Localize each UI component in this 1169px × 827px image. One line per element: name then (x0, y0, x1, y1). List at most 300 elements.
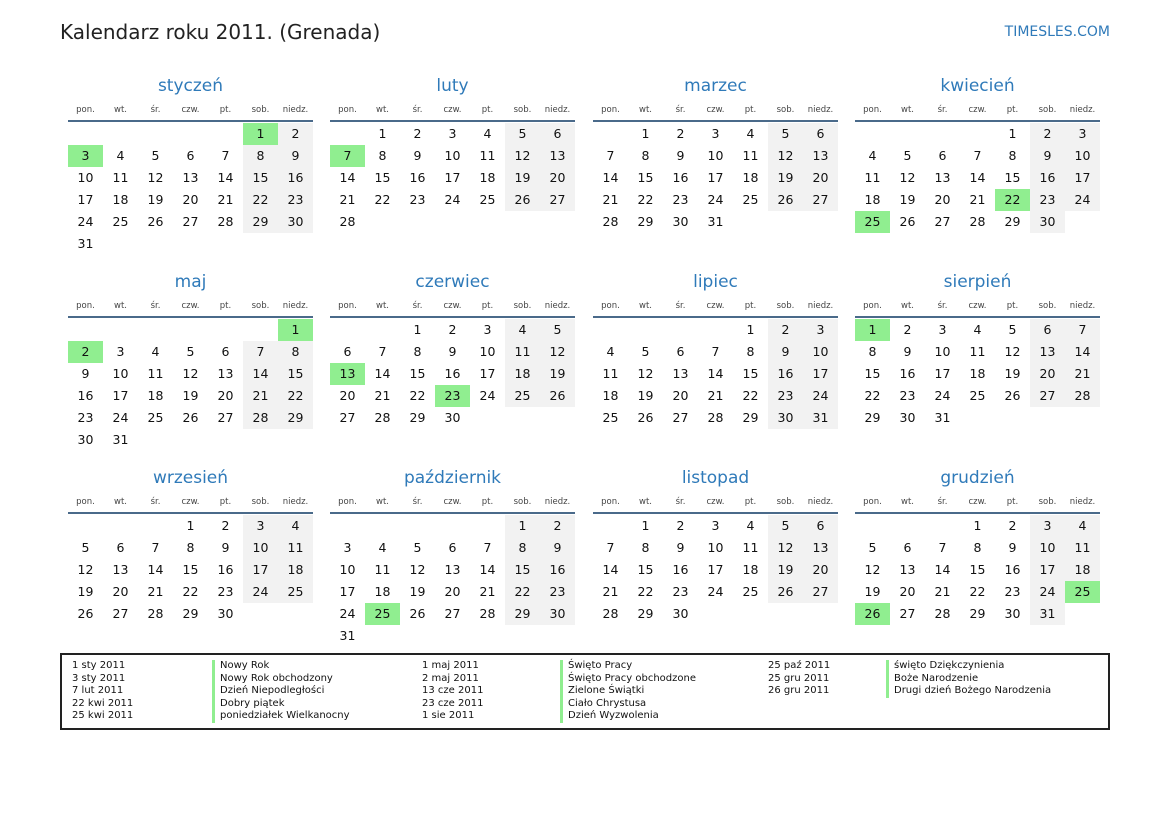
empty-cell (960, 123, 995, 145)
weekend-day-cell: 22 (505, 581, 540, 603)
day-cell: 15 (374, 170, 391, 185)
day-cell: 27 (339, 410, 356, 425)
empty-cell (855, 515, 890, 537)
day-grid (593, 123, 838, 233)
weekday-label: wt. (901, 105, 914, 115)
weekday-label: sob. (513, 105, 532, 115)
day-cell: 19 (409, 584, 426, 599)
weekend-day-cell: 4 (278, 515, 313, 537)
weekday-label: czw. (706, 497, 725, 507)
day-cell: 2 (676, 518, 685, 533)
day-cell: 29 (1004, 214, 1021, 229)
day-cell: 26 (409, 606, 426, 621)
day-cell: 21 (217, 192, 234, 207)
weekday-label: śr. (150, 105, 161, 115)
weekend-day-cell: 11 (278, 537, 313, 559)
weekend-day-cell: 26 (540, 385, 575, 407)
weekday-label: śr. (150, 301, 161, 311)
day-cell: 30 (1004, 606, 1021, 621)
holiday-name: Dzień Wyzwolenia (560, 710, 696, 723)
day-cell: 28 (707, 410, 724, 425)
day-cell: 21 (934, 584, 951, 599)
weekday-label: czw. (181, 301, 200, 311)
day-cell: 2 (1008, 518, 1017, 533)
day-cell: 27 (899, 606, 916, 621)
day-cell: 18 (864, 192, 881, 207)
day-cell: 31 (112, 432, 129, 447)
month-calendar (330, 466, 575, 647)
day-grid (68, 515, 313, 625)
weekend-day-cell: 23 (540, 581, 575, 603)
holiday-day-cell: 7 (330, 145, 365, 167)
day-cell: 19 (147, 192, 164, 207)
day-cell: 5 (413, 540, 422, 555)
day-cell: 30 (672, 606, 689, 621)
day-cell: 6 (186, 148, 195, 163)
day-cell: 19 (864, 584, 881, 599)
weekend-day-cell: 8 (243, 145, 278, 167)
empty-cell (138, 319, 173, 341)
weekday-label: śr. (675, 497, 686, 507)
day-cell: 11 (864, 170, 881, 185)
weekday-label: sob. (251, 301, 270, 311)
holiday-day-cell: 22 (995, 189, 1030, 211)
weekday-header (855, 492, 1100, 514)
day-cell: 17 (934, 366, 951, 381)
day-cell: 11 (147, 366, 164, 381)
day-cell: 29 (409, 410, 426, 425)
month-calendar (593, 270, 838, 429)
weekday-label: pt. (219, 105, 232, 115)
weekday-label: pon. (863, 497, 882, 507)
holiday-name: Ciało Chrystusa (560, 698, 696, 711)
weekend-day-cell: 20 (540, 167, 575, 189)
day-cell: 31 (77, 236, 94, 251)
weekend-day-cell: 10 (803, 341, 838, 363)
day-cell: 3 (483, 322, 492, 337)
holiday-name: Nowy Rok (212, 660, 350, 673)
holiday-date: 13 cze 2011 (422, 685, 484, 696)
day-cell: 27 (672, 410, 689, 425)
weekend-day-cell: 20 (1030, 363, 1065, 385)
weekend-day-cell: 19 (540, 363, 575, 385)
weekend-day-cell: 10 (1065, 145, 1100, 167)
day-cell: 14 (707, 366, 724, 381)
weekend-day-cell: 2 (278, 123, 313, 145)
day-cell: 24 (479, 388, 496, 403)
month-calendar (68, 270, 313, 451)
weekday-label: wt. (376, 301, 389, 311)
site-link[interactable]: TIMESLES.COM (1004, 24, 1110, 40)
holiday-date: 3 sty 2011 (72, 672, 126, 684)
day-cell: 7 (606, 148, 615, 163)
weekend-day-cell: 30 (278, 211, 313, 233)
day-cell: 18 (969, 366, 986, 381)
day-cell: 14 (969, 170, 986, 185)
weekday-label: pt. (481, 105, 494, 115)
holiday-name: Boże Narodzenie (886, 673, 1051, 686)
day-cell: 6 (221, 344, 230, 359)
day-cell: 4 (746, 126, 755, 141)
day-cell: 20 (217, 388, 234, 403)
day-cell: 29 (182, 606, 199, 621)
day-grid (68, 123, 313, 255)
weekday-label: sob. (776, 497, 795, 507)
day-cell: 25 (112, 214, 129, 229)
weekend-day-cell: 23 (278, 189, 313, 211)
day-cell: 30 (672, 214, 689, 229)
weekday-label: śr. (412, 497, 423, 507)
weekday-label: pon. (76, 497, 95, 507)
weekend-day-cell: 24 (803, 385, 838, 407)
month-name: wrzesień (152, 468, 229, 488)
day-cell: 9 (1008, 540, 1017, 555)
weekday-label: niedz. (1069, 301, 1096, 311)
weekday-label: niedz. (282, 497, 309, 507)
weekday-label: pt. (1006, 301, 1019, 311)
weekday-label: wt. (901, 301, 914, 311)
weekday-header (68, 296, 313, 318)
day-cell: 14 (602, 170, 619, 185)
weekday-label: pon. (338, 497, 357, 507)
day-cell: 4 (483, 126, 492, 141)
day-cell: 19 (1004, 366, 1021, 381)
day-cell: 8 (868, 344, 877, 359)
day-cell: 16 (672, 170, 689, 185)
day-cell: 18 (147, 388, 164, 403)
day-grid (330, 515, 575, 647)
empty-cell (243, 319, 278, 341)
day-cell: 27 (112, 606, 129, 621)
day-grid (855, 123, 1100, 233)
weekday-label: czw. (968, 105, 987, 115)
weekend-day-cell: 17 (803, 363, 838, 385)
day-cell: 7 (221, 148, 230, 163)
empty-cell (593, 123, 628, 145)
day-cell: 10 (479, 344, 496, 359)
weekend-day-cell: 29 (278, 407, 313, 429)
weekend-day-cell: 25 (278, 581, 313, 603)
day-grid (330, 319, 575, 429)
weekend-day-cell: 15 (243, 167, 278, 189)
day-cell: 10 (934, 344, 951, 359)
day-cell: 13 (444, 562, 461, 577)
weekday-label: sob. (1038, 497, 1057, 507)
day-cell: 7 (973, 148, 982, 163)
day-cell: 11 (969, 344, 986, 359)
weekday-label: śr. (412, 301, 423, 311)
day-cell: 16 (409, 170, 426, 185)
empty-cell (330, 123, 365, 145)
day-cell: 27 (444, 606, 461, 621)
empty-cell (68, 123, 103, 145)
day-cell: 30 (217, 606, 234, 621)
weekend-day-cell: 9 (1030, 145, 1065, 167)
day-cell: 1 (641, 126, 650, 141)
day-cell: 17 (339, 584, 356, 599)
empty-cell (138, 515, 173, 537)
month-name: lipiec (693, 272, 738, 292)
weekday-label: śr. (937, 105, 948, 115)
day-cell: 9 (81, 366, 90, 381)
day-cell: 5 (868, 540, 877, 555)
day-cell: 17 (707, 562, 724, 577)
day-cell: 4 (378, 540, 387, 555)
day-cell: 2 (221, 518, 230, 533)
day-cell: 4 (606, 344, 615, 359)
day-grid (68, 319, 313, 451)
empty-cell (330, 319, 365, 341)
day-cell: 30 (444, 410, 461, 425)
month-name: kwiecień (940, 76, 1015, 96)
weekday-label: czw. (443, 301, 462, 311)
day-cell: 14 (339, 170, 356, 185)
weekday-label: sob. (513, 301, 532, 311)
day-cell: 2 (676, 126, 685, 141)
day-cell: 20 (112, 584, 129, 599)
day-cell: 15 (182, 562, 199, 577)
empty-cell (593, 515, 628, 537)
day-cell: 9 (676, 148, 685, 163)
day-cell: 26 (899, 214, 916, 229)
weekend-day-cell: 26 (768, 189, 803, 211)
month-calendar (593, 466, 838, 625)
legend-date-column (72, 660, 133, 723)
day-cell: 13 (217, 366, 234, 381)
weekday-header (330, 100, 575, 122)
day-cell: 1 (1008, 126, 1017, 141)
day-cell: 7 (483, 540, 492, 555)
weekday-label: czw. (706, 105, 725, 115)
weekday-label: pon. (863, 105, 882, 115)
weekend-day-cell: 15 (278, 363, 313, 385)
legend-date-column (422, 660, 483, 723)
weekend-day-cell: 5 (540, 319, 575, 341)
day-cell: 15 (409, 366, 426, 381)
holiday-day-cell: 2 (68, 341, 103, 363)
day-cell: 20 (934, 192, 951, 207)
day-cell: 21 (602, 584, 619, 599)
weekend-day-cell: 17 (243, 559, 278, 581)
day-cell: 25 (969, 388, 986, 403)
day-cell: 26 (77, 606, 94, 621)
weekday-label: pt. (1006, 497, 1019, 507)
day-cell: 24 (707, 584, 724, 599)
legend-name-column (886, 660, 1051, 698)
day-cell: 11 (742, 148, 759, 163)
day-cell: 7 (378, 344, 387, 359)
day-cell: 23 (1004, 584, 1021, 599)
day-cell: 20 (899, 584, 916, 599)
weekday-label: niedz. (807, 105, 834, 115)
day-cell: 5 (81, 540, 90, 555)
weekend-day-cell: 6 (803, 515, 838, 537)
day-cell: 12 (637, 366, 654, 381)
holiday-date: 1 maj 2011 (422, 660, 479, 671)
weekend-day-cell: 23 (768, 385, 803, 407)
weekday-header (593, 296, 838, 318)
weekend-day-cell: 5 (768, 515, 803, 537)
day-cell: 15 (969, 562, 986, 577)
day-cell: 8 (641, 148, 650, 163)
day-cell: 12 (409, 562, 426, 577)
month-name: sierpień (943, 272, 1012, 292)
weekend-day-cell: 9 (540, 537, 575, 559)
day-cell: 21 (147, 584, 164, 599)
empty-cell (628, 319, 663, 341)
day-cell: 19 (182, 388, 199, 403)
day-cell: 26 (147, 214, 164, 229)
day-cell: 23 (899, 388, 916, 403)
day-cell: 19 (77, 584, 94, 599)
weekend-day-cell: 3 (803, 319, 838, 341)
day-cell: 3 (448, 126, 457, 141)
weekend-day-cell: 3 (1030, 515, 1065, 537)
weekend-day-cell: 12 (505, 145, 540, 167)
day-cell: 9 (413, 148, 422, 163)
weekend-day-cell: 13 (540, 145, 575, 167)
month-name: listopad (681, 468, 750, 488)
weekday-label: sob. (513, 497, 532, 507)
day-cell: 29 (864, 410, 881, 425)
day-cell: 2 (413, 126, 422, 141)
weekday-label: pon. (863, 301, 882, 311)
day-cell: 27 (934, 214, 951, 229)
day-cell: 16 (672, 562, 689, 577)
weekend-day-cell: 12 (768, 145, 803, 167)
day-cell: 4 (868, 148, 877, 163)
weekend-day-cell: 19 (768, 559, 803, 581)
weekend-day-cell: 20 (803, 167, 838, 189)
weekday-label: pon. (76, 301, 95, 311)
day-cell: 12 (77, 562, 94, 577)
month-calendar (855, 74, 1100, 233)
day-cell: 28 (147, 606, 164, 621)
day-cell: 15 (1004, 170, 1021, 185)
day-cell: 28 (374, 410, 391, 425)
day-cell: 21 (479, 584, 496, 599)
day-cell: 2 (448, 322, 457, 337)
holiday-day-cell: 26 (855, 603, 890, 625)
day-cell: 15 (742, 366, 759, 381)
weekend-day-cell: 27 (803, 581, 838, 603)
day-cell: 15 (637, 170, 654, 185)
weekend-day-cell: 13 (803, 537, 838, 559)
weekend-day-cell: 6 (540, 123, 575, 145)
day-cell: 4 (151, 344, 160, 359)
day-cell: 11 (602, 366, 619, 381)
day-cell: 16 (1004, 562, 1021, 577)
weekend-day-cell: 23 (1030, 189, 1065, 211)
weekday-label: pon. (76, 105, 95, 115)
day-cell: 15 (637, 562, 654, 577)
holiday-date: 23 cze 2011 (422, 697, 484, 709)
weekday-label: pt. (219, 301, 232, 311)
weekday-label: czw. (181, 105, 200, 115)
weekend-day-cell: 8 (278, 341, 313, 363)
weekend-day-cell: 16 (1030, 167, 1065, 189)
weekend-day-cell: 30 (1030, 211, 1065, 233)
weekday-label: pt. (744, 497, 757, 507)
weekday-header (68, 492, 313, 514)
empty-cell (698, 319, 733, 341)
day-cell: 7 (938, 540, 947, 555)
day-cell: 11 (112, 170, 129, 185)
empty-cell (855, 123, 890, 145)
empty-cell (365, 319, 400, 341)
day-cell: 18 (742, 170, 759, 185)
weekday-label: czw. (968, 301, 987, 311)
day-cell: 18 (742, 562, 759, 577)
weekend-day-cell: 27 (803, 189, 838, 211)
day-cell: 7 (606, 540, 615, 555)
day-cell: 19 (637, 388, 654, 403)
day-cell: 1 (413, 322, 422, 337)
holiday-date: 25 gru 2011 (768, 672, 830, 684)
empty-cell (103, 319, 138, 341)
weekend-day-cell: 6 (803, 123, 838, 145)
holiday-day-cell: 25 (855, 211, 890, 233)
weekday-label: sob. (776, 301, 795, 311)
weekday-label: pon. (338, 105, 357, 115)
day-cell: 5 (186, 344, 195, 359)
day-cell: 31 (707, 214, 724, 229)
weekday-label: sob. (251, 105, 270, 115)
day-cell: 22 (637, 192, 654, 207)
weekday-label: wt. (639, 497, 652, 507)
weekday-label: pt. (744, 105, 757, 115)
day-cell: 21 (374, 388, 391, 403)
day-cell: 21 (707, 388, 724, 403)
day-cell: 19 (899, 192, 916, 207)
day-cell: 18 (479, 170, 496, 185)
day-cell: 11 (479, 148, 496, 163)
month-name: luty (436, 76, 469, 96)
weekend-day-cell: 29 (243, 211, 278, 233)
weekend-day-cell: 24 (1065, 189, 1100, 211)
day-cell: 16 (899, 366, 916, 381)
weekday-label: czw. (968, 497, 987, 507)
holiday-name: Dobry piątek (212, 698, 350, 711)
empty-cell (925, 123, 960, 145)
weekend-day-cell: 31 (1030, 603, 1065, 625)
day-cell: 20 (339, 388, 356, 403)
weekday-header (330, 492, 575, 514)
weekday-label: pon. (601, 105, 620, 115)
weekend-day-cell: 9 (278, 145, 313, 167)
empty-cell (470, 515, 505, 537)
holiday-date: 26 gru 2011 (768, 685, 830, 696)
day-cell: 14 (374, 366, 391, 381)
month-calendar (330, 270, 575, 429)
weekday-label: wt. (376, 105, 389, 115)
holiday-name: Święto Pracy obchodzone (560, 673, 696, 686)
weekday-label: śr. (150, 497, 161, 507)
weekend-day-cell: 27 (540, 189, 575, 211)
empty-cell (925, 515, 960, 537)
weekend-day-cell: 8 (505, 537, 540, 559)
weekend-day-cell: 7 (1065, 319, 1100, 341)
weekday-label: śr. (937, 497, 948, 507)
day-cell: 8 (413, 344, 422, 359)
weekday-header (855, 100, 1100, 122)
day-cell: 5 (903, 148, 912, 163)
empty-cell (103, 123, 138, 145)
day-cell: 27 (217, 410, 234, 425)
empty-cell (173, 123, 208, 145)
day-cell: 22 (969, 584, 986, 599)
day-cell: 17 (707, 170, 724, 185)
